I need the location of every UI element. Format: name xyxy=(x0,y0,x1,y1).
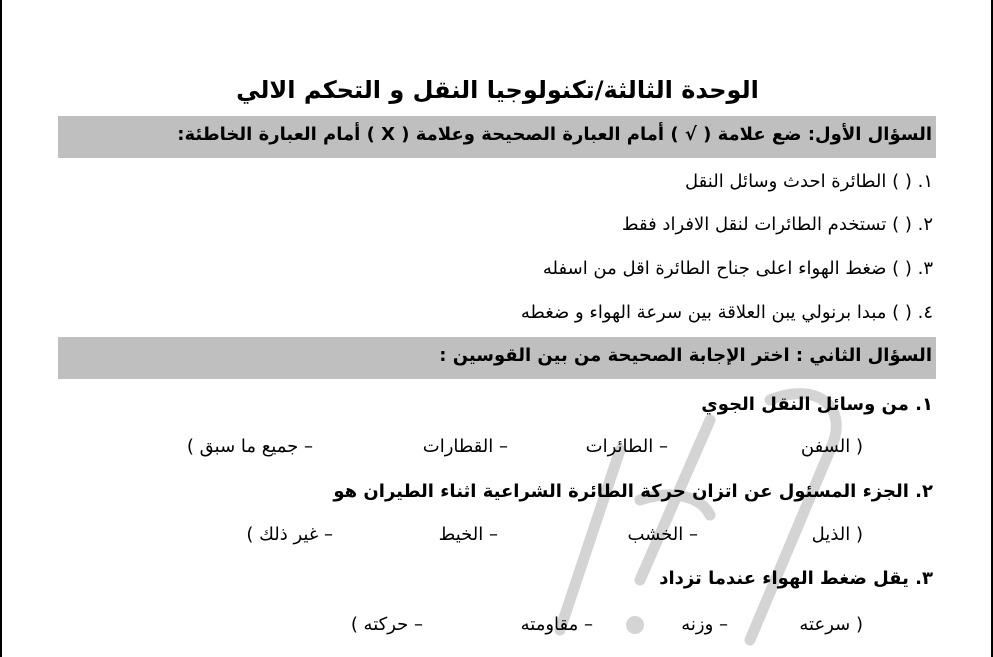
choice: ( سرعته xyxy=(799,614,863,635)
question2-item-2-question: ٢. الجزء المسئول عن اتزان حركة الطائرة الشراعية اثناء الطيران هو xyxy=(333,481,933,502)
choice: – الطائرات xyxy=(585,436,668,457)
question2-item-1-question: ١. من وسائل النقل الجوي xyxy=(701,394,933,415)
page-left-border xyxy=(0,0,2,657)
question2-header-bar xyxy=(58,337,936,379)
question1-item: ٣. ( ) ضغط الهواء اعلى جناح الطائرة اقل من اسفله xyxy=(542,258,933,279)
choice: – الخشب xyxy=(627,524,698,545)
choice: – جميع ما سبق ) xyxy=(186,436,313,457)
question1-header: السؤال الأول: ضع علامة ( √ ) أمام العبارة الصحيحة وعلامة ( X ) أمام العبارة الخاطئة: xyxy=(177,124,932,145)
choice: – القطارات xyxy=(422,436,508,457)
choice: ( السفن xyxy=(800,436,863,457)
page-title: الوحدة الثالثة/تكنولوجيا النقل و التحكم الالي xyxy=(236,76,759,104)
question1-header-bar xyxy=(58,116,936,158)
question2-header: السؤال الثاني : اختر الإجابة الصحيحة من بين القوسين : xyxy=(439,345,932,366)
choice: – وزنه xyxy=(681,614,728,635)
choice: – غير ذلك ) xyxy=(246,524,333,545)
choice: – الخيط xyxy=(438,524,498,545)
question1-item: ٤. ( ) مبدا برنولي يبن العلاقة بين سرعة الهواء و ضغطه xyxy=(520,302,933,323)
choice: – حركته ) xyxy=(350,614,423,635)
question1-item: ١. ( ) الطائرة احدث وسائل النقل xyxy=(685,171,933,192)
choice: – مقاومته xyxy=(520,614,593,635)
choice: ( الذيل xyxy=(811,524,863,545)
question1-item: ٢. ( ) تستخدم الطائرات لنقل الافراد فقط xyxy=(621,214,933,235)
question2-item-3-question: ٣. يقل ضغط الهواء عندما تزداد xyxy=(659,568,933,589)
